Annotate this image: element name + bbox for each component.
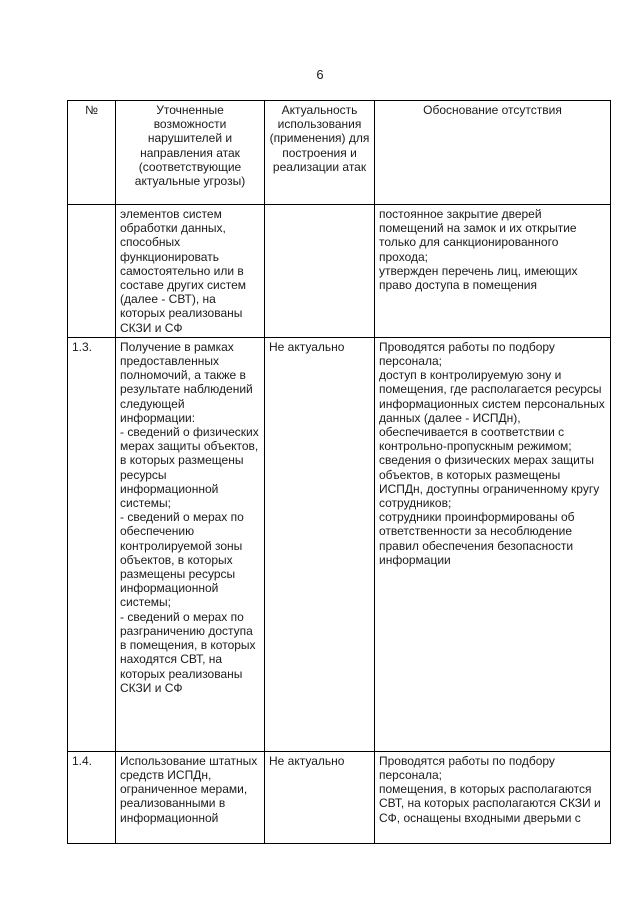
row-number <box>68 205 116 338</box>
justification-line: сведения о физических мерах защиты объектов, в которых размещены ИСПДн, доступны ограниченному кругу сотрудников; <box>379 453 600 511</box>
threats-table <box>67 100 611 844</box>
header-relevance: Актуальность использования (применения) для построения и реализации атак <box>265 101 375 205</box>
justification-text <box>379 754 606 825</box>
header-justification: Обоснование отсутствия <box>375 101 611 205</box>
row-capability: элементов систем обработки данных, способных функционировать самостоятельно или в составе других систем (далее - СВТ), на которых реализованы СКЗИ и СФ <box>116 205 265 338</box>
capability-line: - сведений о физических мерах защиты объектов, в которых размещены ресурсы информационной системы; <box>120 425 259 511</box>
row-relevance: Не актуально <box>265 337 375 751</box>
row-number: 1.4. <box>68 751 116 843</box>
row-justification <box>375 205 611 338</box>
row-justification <box>375 751 611 843</box>
justification-line: утвержден перечень лиц, имеющих право доступа в помещения <box>379 263 578 293</box>
table-header-row <box>68 101 611 205</box>
justification-line: доступ в контролируемую зону и помещения, где располагается ресурсы информационных систем персональных данных (далее - ИСПДн), обеспечивается в соответствии с контрольно-пропускным режимом; <box>379 368 605 454</box>
page-number: 6 <box>316 67 324 82</box>
table-row <box>68 337 611 751</box>
justification-line: сотрудники проинформированы об ответственности за несоблюдение правил обеспечения безопасности информации <box>379 510 575 567</box>
header-number: № <box>68 101 116 205</box>
table-row <box>68 751 611 843</box>
justification-line: Проводятся работы по подбору персонала; <box>379 753 555 783</box>
capability-line: - сведений о мерах по обеспечению контролируемой зоны объектов, в которых размещены ресурсы информационной системы; <box>120 510 244 610</box>
table-row <box>68 205 611 338</box>
row-relevance: Не актуально <box>265 751 375 843</box>
header-capabilities: Уточненные возможности нарушителей и направления атак (соответствующие актуальные угрозы) <box>116 101 265 205</box>
justification-line: помещения, в которых располагаются СВТ, на которых располагаются СКЗИ и СФ, оснащены входными дверьми с <box>379 782 601 825</box>
justification-line: постоянное закрытие дверей помещений на замок и их открытие только для санкционированного прохода; <box>379 207 577 264</box>
row-capability <box>116 751 265 843</box>
capability-text: Использование штатных средств ИСПДн, ограниченное мерами, реализованными в информационной <box>120 753 258 825</box>
capability-line: - сведений о мерах по разграничению доступа в помещения, в которых находятся СВТ, на которых реализованы СКЗИ и СФ <box>120 609 256 695</box>
capability-line: Получение в рамках предоставленных полномочий, а также в результате наблюдений следующей информации: <box>120 339 253 425</box>
row-capability <box>116 337 265 751</box>
row-justification <box>375 337 611 751</box>
row-number: 1.3. <box>68 337 116 751</box>
justification-line: Проводятся работы по подбору персонала; <box>379 339 555 369</box>
row-relevance <box>265 205 375 338</box>
